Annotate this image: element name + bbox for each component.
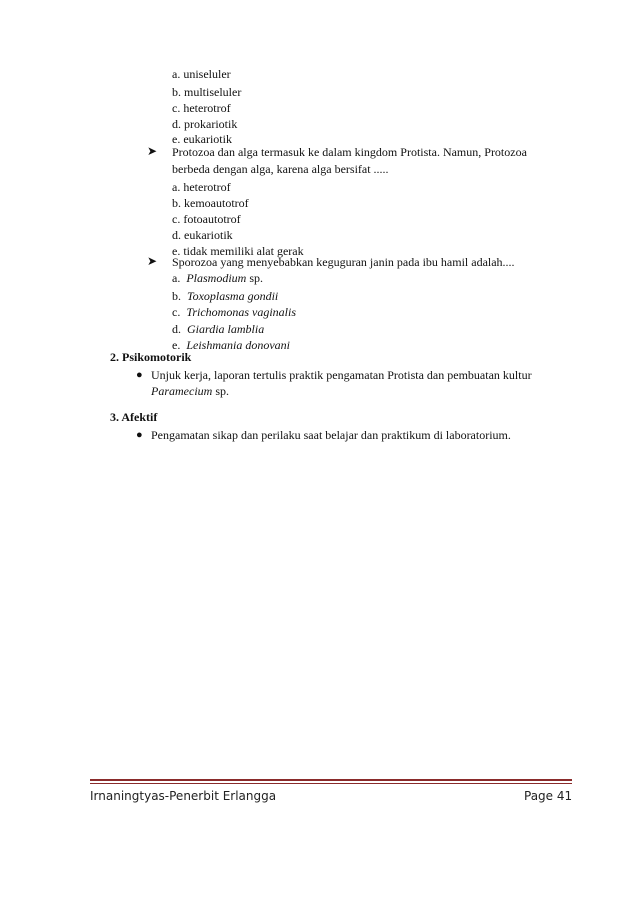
footer-divider [90,783,572,784]
section-text: Pengamatan sikap dan perilaku saat belajar dan praktikum di laboratorium. [151,428,511,442]
option-line [172,304,296,320]
bullet-icon: ● [136,369,143,381]
species-name: Leishmania donovani [186,338,290,352]
footer-author: Irnaningtyas-Penerbit Erlangga [90,789,277,803]
species-name: Paramecium [151,384,213,398]
option-letter: e. [172,338,181,352]
option-line: c. fotoautotrof [172,212,241,226]
option-letter: a. [172,271,181,285]
species-name: Toxoplasma gondii [187,289,279,303]
option-line: e. eukariotik [172,132,232,146]
question-text: Sporozoa yang menyebabkan keguguran janin pada ibu hamil adalah.... [172,255,515,269]
option-line: d. prokariotik [172,117,238,131]
page-number: Page 41 [524,789,573,803]
option-line: a. heterotrof [172,180,231,194]
question-text: berbeda dengan alga, karena alga bersifat ..... [172,162,389,176]
option-line: a. uniseluler [172,67,231,81]
arrow-bullet-icon: ➤ [147,254,158,268]
option-line: e. tidak memiliki alat gerak [172,244,304,258]
option-letter: b. [172,289,181,303]
arrow-bullet-icon: ➤ [147,144,158,158]
option-letter: c. [172,305,181,319]
question-text: Protozoa dan alga termasuk ke dalam kingdom Protista. Namun, Protozoa [172,145,527,159]
bullet-icon: ● [136,429,143,441]
species-name: Trichomonas vaginalis [186,305,297,319]
section-text [151,383,229,399]
option-letter: d. [172,322,181,336]
species-suffix: sp. [246,271,263,285]
option-line: c. heterotrof [172,101,231,115]
option-line: d. eukariotik [172,228,233,242]
option-line [172,270,263,286]
section-heading: 2. Psikomotorik [110,350,192,364]
option-line: b. multiseluler [172,85,242,99]
option-line [172,321,264,337]
option-line: b. kemoautotrof [172,196,249,210]
species-name: Giardia lamblia [187,322,265,336]
footer-divider [90,779,572,781]
species-name: Plasmodium [186,271,247,285]
species-suffix: sp. [212,384,229,398]
section-text: Unjuk kerja, laporan tertulis praktik pengamatan Protista dan pembuatan kultur [151,368,532,382]
section-heading: 3. Afektif [110,410,158,424]
option-line [172,288,278,304]
